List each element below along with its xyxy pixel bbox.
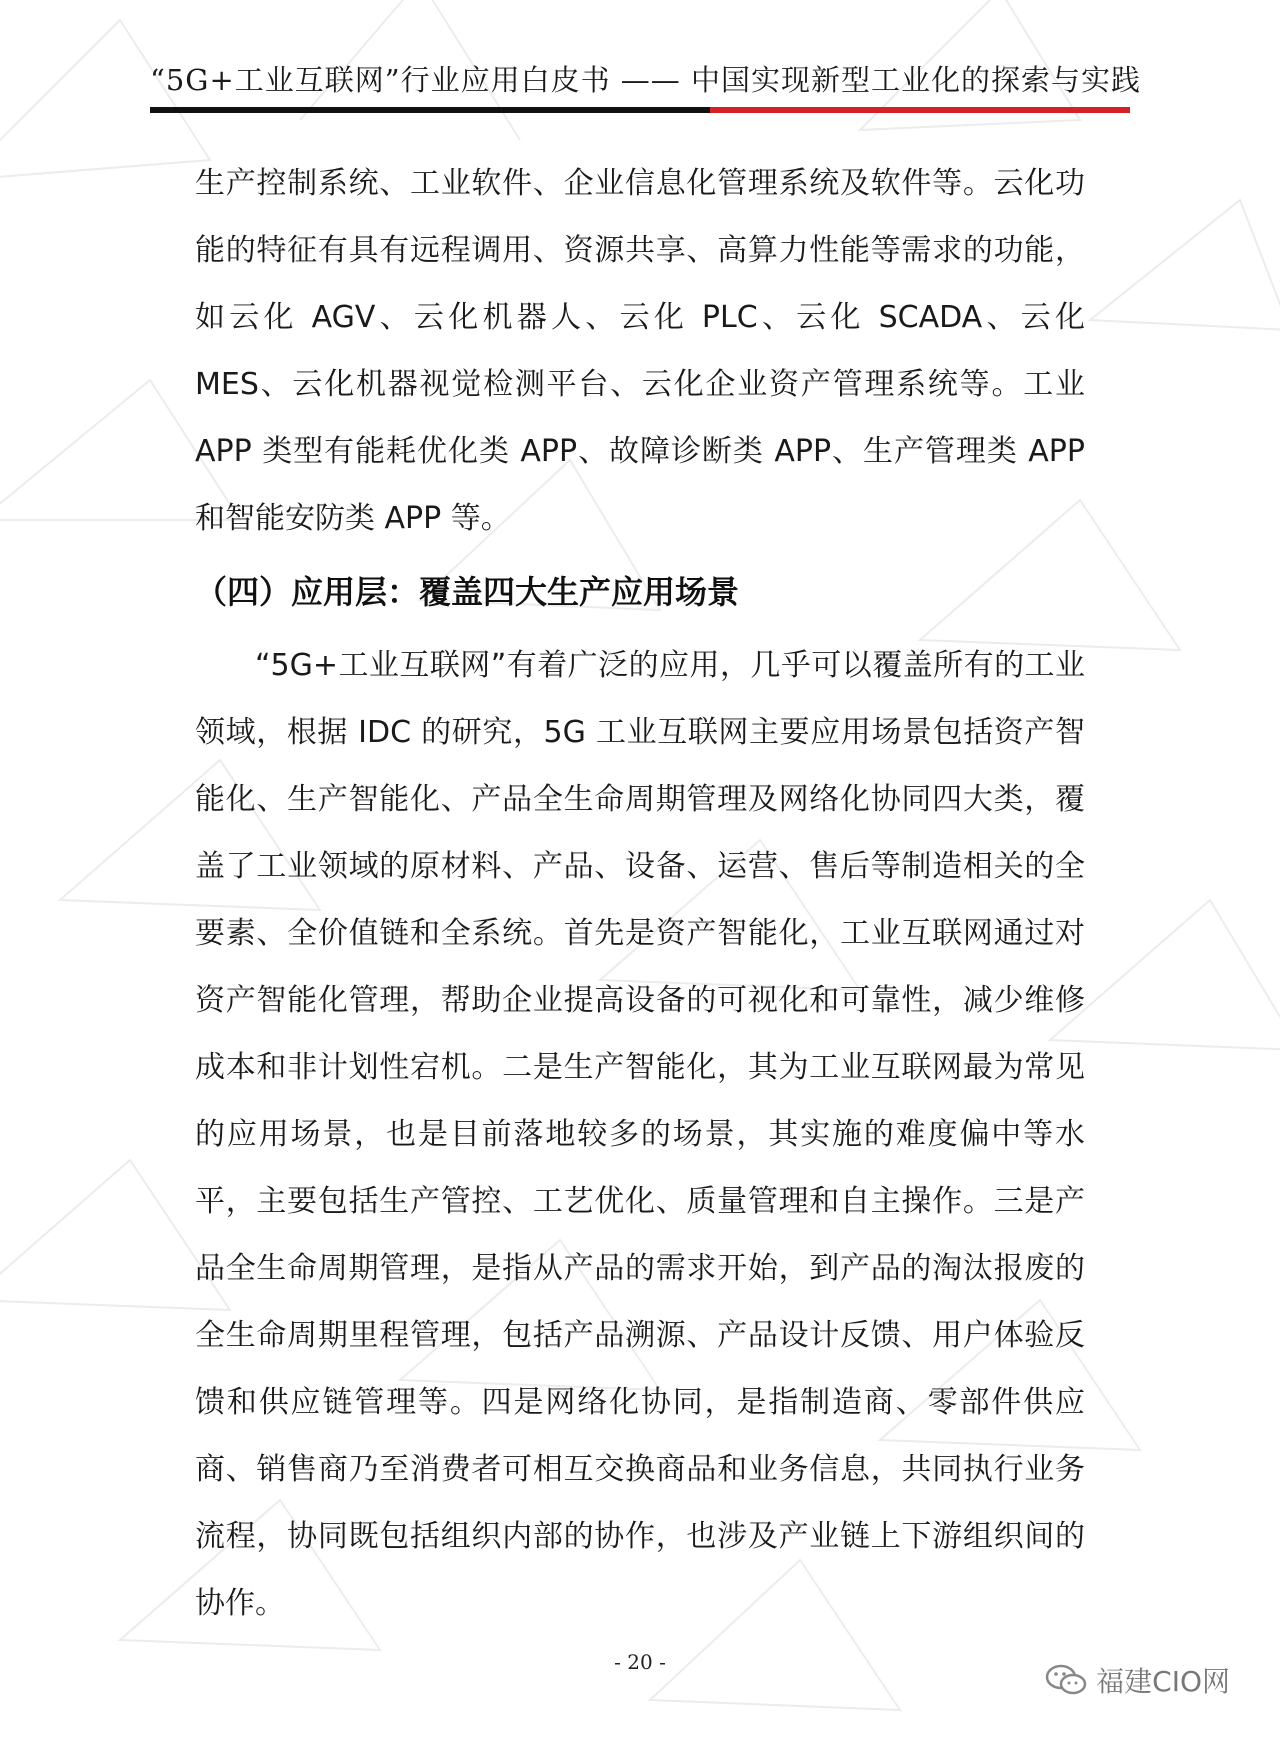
brand-watermark (1044, 1660, 1230, 1700)
header-title: “5G+工业互联网”行业应用白皮书 —— 中国实现新型工业化的探索与实践 (150, 63, 1142, 97)
header-rule (150, 107, 1130, 113)
header-rule-red (710, 107, 1130, 113)
paragraph-application-scenarios: “5G+工业互联网”有着广泛的应用，几乎可以覆盖所有的工业领域，根据 IDC 的研究，5G 工业互联网主要应用场景包括资产智能化、生产智能化、产品全生命周期管理及网络化协同四大类，覆盖了工业领域的原材料、产品、设备、运营、售后等制造相关的全要素、全价值链和全系统。首先是资产智能化，工业互联网通过对资产智能化管理，帮助企业提高设备的可视化和可靠性，减少维修成本和非计划性宕机。二是生产智能化，其为工业互联网最为常见的应用场景，也是目前落地较多的场景，其实施的难度偏中等水平，主要包括生产管控、工艺优化、质量管理和自主操作。三是产品全生命周期管理，是指从产品的需求开始，到产品的淘汰报废的全生命周期里程管理，包括产品溯源、产品设计反馈、用户体验反馈和供应链管理等。四是网络化协同，是指制造商、零部件供应商、销售商乃至消费者可相互交换商品和业务信息，共同执行业务流程，协同既包括组织内部的协作，也涉及产业链上下游组织间的协作。 (195, 648, 1085, 1621)
paragraph-cloud-functions: 生产控制系统、工业软件、企业信息化管理系统及软件等。云化功能的特征有具有远程调用、资源共享、高算力性能等需求的功能，如云化 AGV、云化机器人、云化 PLC、云化 SCADA、云化 MES、云化机器视觉检测平台、云化企业资产管理系统等。工业 APP 类型有能耗优化类 APP、故障诊断类 APP、生产管理类 APP 和智能安防类 APP 等。 (195, 166, 1085, 536)
document-body (195, 150, 1085, 1637)
brand-text: 福建CIO网 (1096, 1665, 1230, 1698)
wechat-icon (1044, 1662, 1088, 1698)
section-heading-application-layer: （四）应用层：覆盖四大生产应用场景 (195, 573, 740, 611)
header-rule-black (150, 107, 710, 113)
page-number: - 20 - (614, 1650, 666, 1674)
